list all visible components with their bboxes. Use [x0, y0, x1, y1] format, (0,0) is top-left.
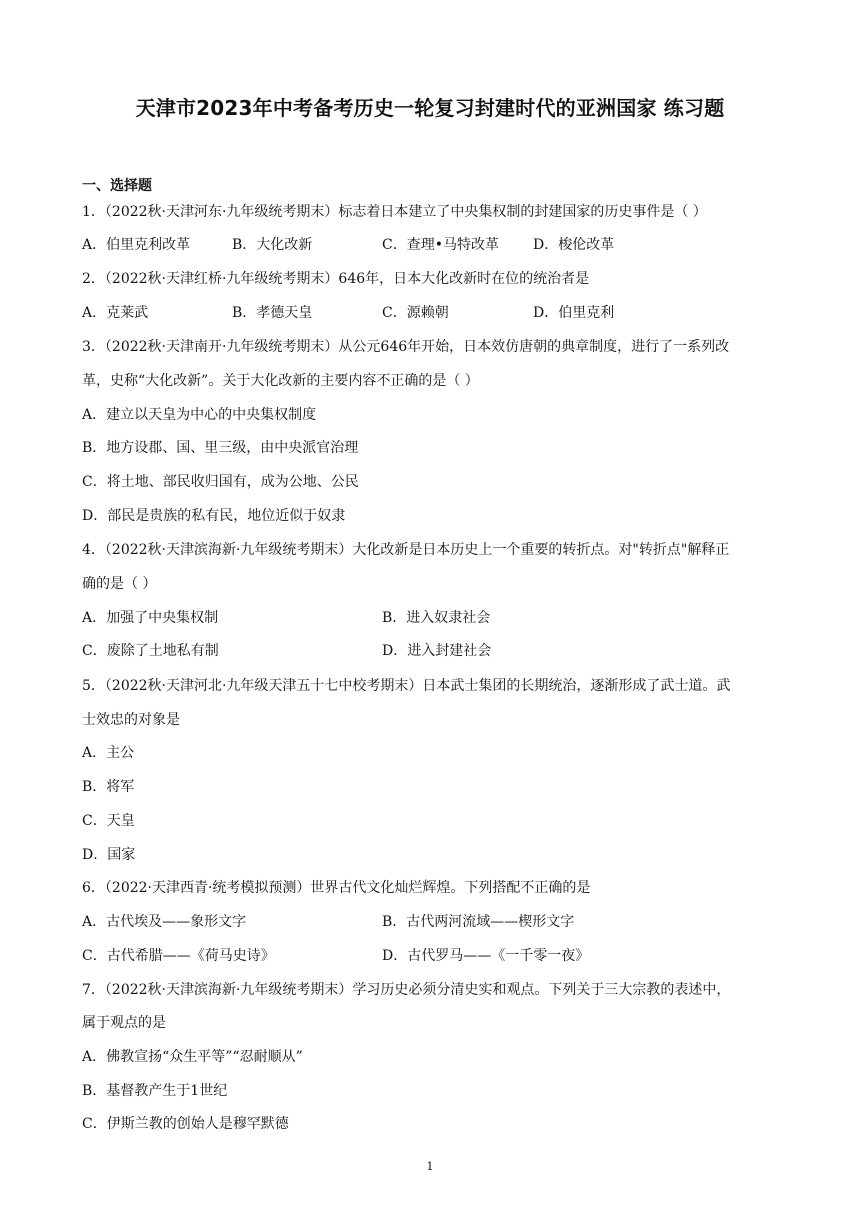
- question-6-options-row-2: [82, 946, 782, 966]
- option-d: D．伯里克利: [533, 305, 615, 321]
- question-5-stem-line-1: 5．（2022秋·天津河北·九年级天津五十七中校考期末）日本武士集团的长期统治，逐渐形成了武士道。武: [82, 678, 731, 694]
- question-3-option-c: C．将土地、部民收归国有，成为公地、公民: [82, 474, 359, 490]
- question-5-stem-line-2: 士效忠的对象是: [82, 712, 180, 728]
- question-5-option-d: D．国家: [82, 847, 136, 863]
- option-d: D．梭伦改革: [533, 237, 615, 253]
- question-3-option-b: B．地方设郡、国、里三级，由中央派官治理: [82, 440, 359, 456]
- option-c: C．源赖朝: [382, 305, 449, 321]
- question-4-options-row-2: [82, 641, 782, 661]
- question-3-option-d: D．部民是贵族的私有民，地位近似于奴隶: [82, 508, 346, 524]
- option-d: D．进入封建社会: [382, 643, 492, 659]
- option-b: B．进入奴隶社会: [382, 610, 491, 626]
- option-d: D．古代罗马——《一千零一夜》: [382, 948, 590, 964]
- document-title: 天津市2023年中考备考历史一轮复习封建时代的亚洲国家 练习题: [135, 96, 725, 120]
- option-a: A．伯里克利改革: [82, 237, 191, 253]
- question-1-options: [82, 235, 782, 255]
- question-7-option-c: C．伊斯兰教的创始人是穆罕默德: [82, 1116, 289, 1132]
- section-heading: 一、选择题: [82, 178, 152, 194]
- question-3-stem-line-1: 3．（2022秋·天津南开·九年级统考期末）从公元646年开始，日本效仿唐朝的典章制度，进行了一系列改: [82, 339, 730, 355]
- question-7-stem-line-2: 属于观点的是: [82, 1015, 166, 1031]
- question-2-stem: 2．（2022秋·天津红桥·九年级统考期末）646年，日本大化改新时在位的统治者是: [82, 271, 590, 287]
- option-c: C．查理•马特改革: [382, 237, 499, 253]
- question-7-stem-line-1: 7．（2022秋·天津滨海新·九年级统考期末）学习历史必须分清史实和观点。下列关于三大宗教的表述中，: [82, 982, 731, 998]
- page-number: 1: [426, 1160, 434, 1173]
- option-b: B．孝德天皇: [232, 305, 313, 321]
- question-7-option-b: B．基督教产生于1世纪: [82, 1083, 228, 1099]
- option-b: B．古代两河流域——楔形文字: [382, 914, 575, 930]
- question-4-stem-line-2: 确的是（ ）: [82, 576, 157, 592]
- question-5-option-a: A．主公: [82, 745, 135, 761]
- question-6-stem: 6．（2022·天津西青·统考模拟预测）世界古代文化灿烂辉煌。下列搭配不正确的是: [82, 880, 591, 896]
- question-1-stem: 1．（2022秋·天津河东·九年级统考期末）标志着日本建立了中央集权制的封建国家的历史事件是（ ）: [82, 204, 707, 220]
- option-b: B．大化改新: [232, 237, 313, 253]
- question-2-options: [82, 303, 782, 323]
- option-c: C．废除了土地私有制: [82, 643, 219, 659]
- option-a: A．加强了中央集权制: [82, 610, 219, 626]
- question-7-option-a: A．佛教宣扬“众生平等”“忍耐顺从”: [82, 1049, 303, 1065]
- option-a: A．克莱武: [82, 305, 149, 321]
- question-4-stem-line-1: 4．（2022秋·天津滨海新·九年级统考期末）大化改新是日本历史上一个重要的转折点。对"转折点"解释正: [82, 542, 730, 558]
- question-5-option-b: B．将军: [82, 779, 135, 795]
- question-3-stem-line-2: 革，史称“大化改新”。关于大化改新的主要内容不正确的是（ ）: [82, 373, 479, 389]
- option-a: A．古代埃及——象形文字: [82, 914, 247, 930]
- question-4-options-row-1: [82, 608, 782, 628]
- question-5-option-c: C．天皇: [82, 813, 135, 829]
- option-c: C．古代希腊——《荷马史诗》: [82, 948, 275, 964]
- question-6-options-row-1: [82, 912, 782, 932]
- question-3-option-a: A．建立以天皇为中心的中央集权制度: [82, 407, 317, 423]
